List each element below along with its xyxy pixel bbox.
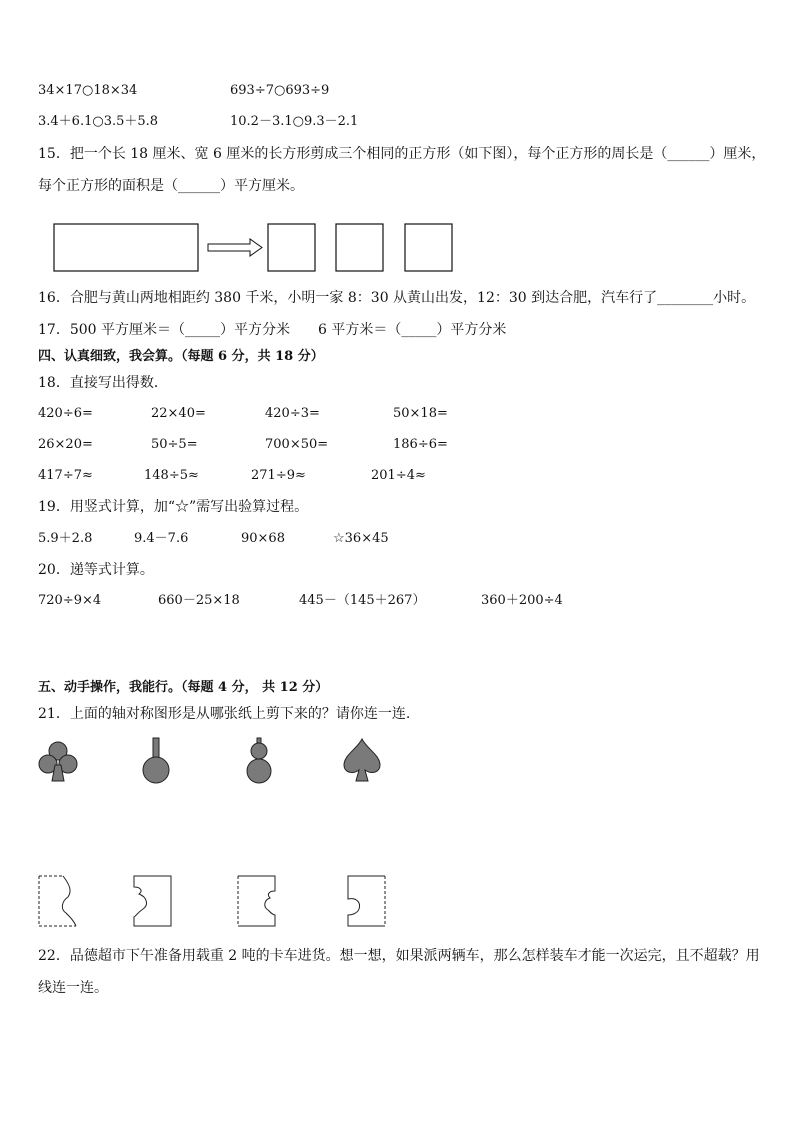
calc-item: 50÷5= [151,437,198,452]
arrow-icon [208,239,262,256]
calc-item: 26×20= [38,437,93,452]
square-1 [268,224,315,271]
calc-item: 420÷6= [38,406,93,421]
step-calc-item: 660－25×18 [158,593,240,608]
question-20-title: 20．递等式计算。 [38,562,154,578]
compare-item: 3.4＋6.1○3.5＋5.8 [38,114,159,129]
calc-item: 148÷5≈ [144,468,199,483]
compare-item: 34×17○18×34 [38,83,138,98]
step-calc-item: 720÷9×4 [38,593,102,608]
calc-item: 201÷4≈ [371,468,426,483]
folded-paper-option-1 [36,873,80,929]
club-shape-icon [36,739,80,785]
vertical-calc-item: 9.4－7.6 [134,531,189,546]
section-4-heading: 四、认真细致，我会算。（每题 6 分，共 18 分） [38,349,324,364]
question-22-line1: 22．品德超市下午准备用载重 2 吨的卡车进货。想一想，如果派两辆车，那么怎样装车才能一次运完，且不超载？用 [38,948,760,964]
folded-paper-option-3 [235,873,279,929]
calc-item: 417÷7≈ [38,468,93,483]
calc-item: 22×40= [151,406,206,421]
calc-item: 420÷3= [265,406,320,421]
question-16: 16．合肥与黄山两地相距约 380 千米，小明一家 8：30 从黄山出发，12：30 到达合肥，汽车行了________小时。 [38,290,756,306]
gourd-shape-icon [243,737,275,787]
question-19-title: 19．用竖式计算，加“☆”需写出验算过程。 [38,499,309,515]
folded-paper-option-4 [345,873,389,929]
vertical-calc-item: 90×68 [241,531,285,546]
compare-item: 693÷7○693÷9 [230,83,330,98]
question-17: 17．500 平方厘米＝（_____）平方分米 6 平方米＝（_____）平方分米 [38,322,507,338]
square-3 [405,224,452,271]
spade-shape-icon [340,737,384,785]
question-15-line1: 15．把一个长 18 厘米、宽 6 厘米的长方形剪成三个相同的正方形（如下图），每个正方形的周长是（______）厘米， [38,146,766,162]
long-rectangle [54,224,198,271]
calc-item: 271÷9≈ [251,468,306,483]
folded-paper-option-2 [131,873,175,929]
section-5-heading: 五、动手操作，我能行。（每题 4 分， 共 12 分） [38,680,329,695]
step-calc-item: 360＋200÷4 [481,593,563,608]
vertical-calc-item: ☆36×45 [333,531,389,546]
calc-item: 186÷6= [393,437,448,452]
rectangle-to-squares-figure [50,220,460,276]
lollipop-shape-icon [138,736,174,786]
step-calc-item: 445－（145＋267） [299,593,426,608]
vertical-calc-item: 5.9＋2.8 [38,531,93,546]
calc-item: 50×18= [393,406,448,421]
square-2 [336,224,383,271]
calc-item: 700×50= [265,437,329,452]
question-21: 21．上面的轴对称图形是从哪张纸上剪下来的？请你连一连. [38,706,411,722]
question-18-title: 18．直接写出得数． [38,375,168,391]
compare-item: 10.2－3.1○9.3－2.1 [230,114,359,129]
question-22-line2: 线连一连。 [38,980,108,996]
question-15-line2: 每个正方形的面积是（______）平方厘米。 [38,178,304,194]
